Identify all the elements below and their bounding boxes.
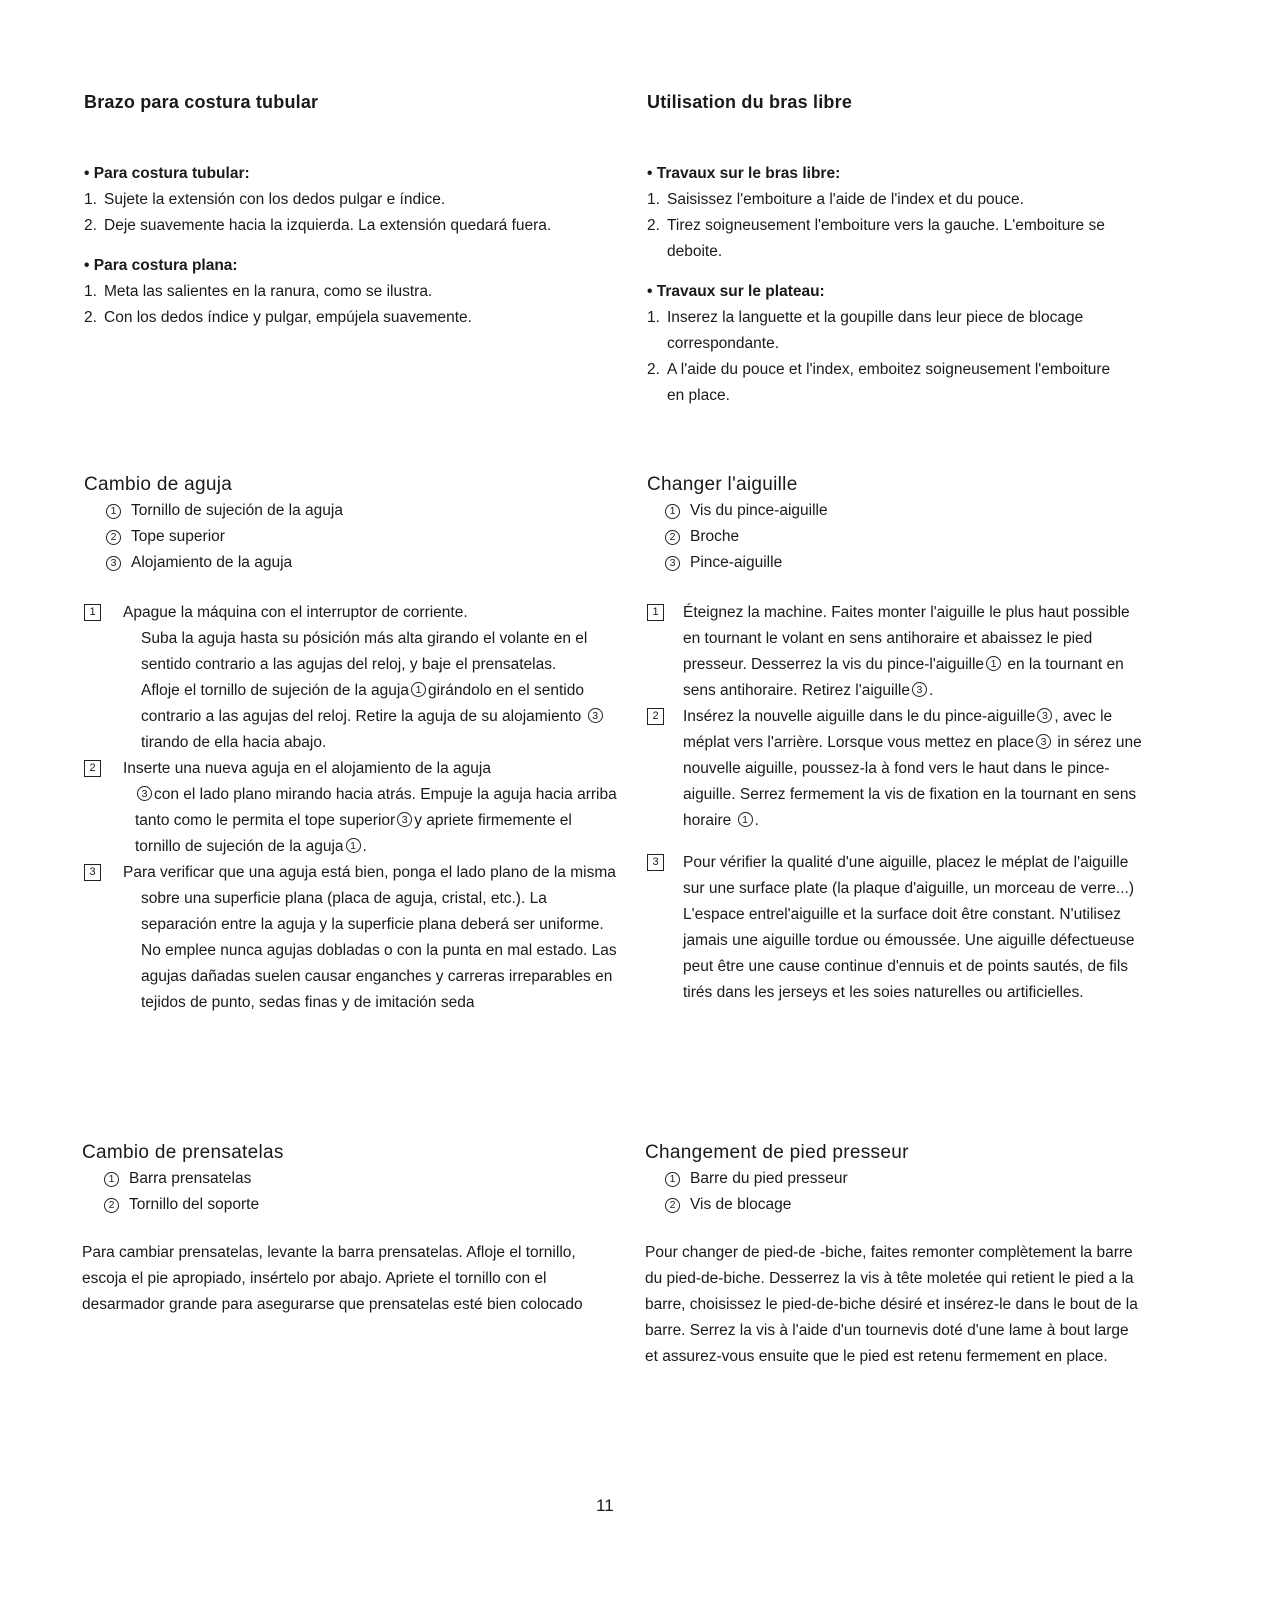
fr-free-arm-title: Utilisation du bras libre	[647, 92, 853, 112]
circled-number-icon: 3	[397, 812, 412, 827]
fr-tubular-steps	[647, 187, 1117, 265]
es-foot-title: Cambio de prensatelas	[82, 1142, 284, 1163]
circled-number-icon: 1	[738, 812, 753, 827]
fr-foot-title: Changement de pied presseur	[645, 1142, 909, 1163]
list-item: 1 Tornillo de sujeción de la aguja	[106, 498, 619, 524]
list-item: 2 Tornillo del soporte	[104, 1192, 617, 1218]
es-needle-step-1: 1 Apague la máquina con el interruptor de corriente. Suba la aguja hasta su pósición más alta girando el volante en el sentido contrario a las agujas del reloj, y baje el prensatelas. Afloje el tornillo de sujeción de la aguja 1 girándolo en el sentido contrario a las agujas del reloj. Retire la aguja de su alojamiento 3tirando de ella hacia abajo.	[84, 600, 619, 756]
circled-number-icon: 3	[1037, 708, 1052, 723]
list-item: 1. Sujete la extensión con los dedos pulgar e índice.	[84, 191, 446, 208]
es-foot-parts	[82, 1166, 617, 1218]
es-flat-heading: • Para costura plana:	[84, 257, 238, 274]
page-number: 11	[596, 1496, 614, 1515]
es-flat-steps	[84, 279, 554, 331]
list-item: 2 Broche	[665, 524, 1147, 550]
es-free-arm-title: Brazo para costura tubular	[84, 92, 319, 112]
list-item: 1. Inserez la languette et la goupille dans leur piece de blocage correspondante.	[647, 309, 1084, 352]
list-item: 2 Vis de blocage	[665, 1192, 1145, 1218]
circled-number-icon: 3	[665, 556, 680, 571]
list-item: 1 Barra prensatelas	[104, 1166, 617, 1192]
circled-number-icon: 1	[665, 1172, 680, 1187]
list-item: 2. Deje suavemente hacia la izquierda. La extensión quedará fuera.	[84, 217, 552, 234]
fr-needle-step-1: 1 Éteignez la machine. Faites monter l'aiguille le plus haut possible en tournant le volant en sens antihoraire et abaissez le pied presseur. Desserrez la vis du pince-l'aiguille 1 en la tournant en sens antihoraire. Retirez l'aiguille 3 .	[647, 600, 1147, 704]
es-needle-parts	[84, 498, 619, 576]
list-item: 1. Saisissez l'emboiture a l'aide de l'index et du pouce.	[647, 191, 1024, 208]
step-number-icon: 2	[84, 760, 101, 777]
list-item: 1 Vis du pince-aiguille	[665, 498, 1147, 524]
list-item: 2 Tope superior	[106, 524, 619, 550]
circled-number-icon: 3	[912, 682, 927, 697]
circled-number-icon: 1	[411, 682, 426, 697]
fr-needle-step-3: 3 Pour vérifier la qualité d'une aiguille, placez le méplat de l'aiguille sur une surface plate (la plaque d'aiguille, un morceau de verre...) L'espace entrel'aiguille et la surface doit être constant. N'utilisez jamais une aiguille tordue ou émoussée. Une aiguille défectueuse peut être une cause continue d'ennuis et de points sautés, de fils tirés dans les jerseys et les soies naturelles ou artificielles.	[647, 850, 1147, 1006]
list-item: 2. A l'aide du pouce et l'index, emboitez soigneusement l'emboiture en place.	[647, 361, 1111, 404]
circled-number-icon: 3	[1036, 734, 1051, 749]
fr-needle-section	[647, 474, 1147, 1006]
circled-number-icon: 1	[104, 1172, 119, 1187]
es-needle-step-2: 2 Inserte una nueva aguja en el alojamiento de la aguja 3 con el lado plano mirando hacia atrás. Empuje la aguja hacia arriba tanto como le permita el tope superior 3 y apriete firmemente el tornillo de sujeción de la aguja 1 .	[84, 756, 619, 860]
fr-needle-parts	[647, 498, 1147, 576]
fr-flat-heading: • Travaux sur le plateau:	[647, 283, 825, 300]
list-item: 1. Meta las salientes en la ranura, como se ilustra.	[84, 283, 433, 300]
circled-number-icon: 1	[346, 838, 361, 853]
circled-number-icon: 1	[986, 656, 1001, 671]
es-foot-section	[82, 1142, 617, 1318]
circled-number-icon: 3	[106, 556, 121, 571]
circled-number-icon: 3	[137, 786, 152, 801]
fr-needle-title: Changer l'aiguille	[647, 474, 798, 495]
list-item: 1 Barre du pied presseur	[665, 1166, 1145, 1192]
es-foot-text: Para cambiar prensatelas, levante la barra prensatelas. Afloje el tornillo, escoja el pie apropiado, insértelo por abajo. Apriete el tornillo con el desarmador grande para asegurarse que prensatelas esté bien colocado	[82, 1244, 583, 1313]
es-free-arm-section	[84, 92, 554, 331]
list-item: 3 Pince-aiguille	[665, 550, 1147, 576]
fr-needle-step-2: 2 Insérez la nouvelle aiguille dans le du pince-aiguille 3 , avec le méplat vers l'arrière. Lorsque vous mettez en place 3 in sérez une nouvelle aiguille, poussez-la à fond vers le haut dans le pince-aiguille. Serrez fermement la vis de fixation en la tournant en sens horaire 1 .	[647, 704, 1147, 834]
step-number-icon: 3	[647, 854, 664, 871]
circled-number-icon: 2	[665, 1198, 680, 1213]
step-number-icon: 3	[84, 864, 101, 881]
fr-free-arm-section	[647, 92, 1117, 409]
circled-number-icon: 2	[665, 530, 680, 545]
list-item: 2. Con los dedos índice y pulgar, empújela suavemente.	[84, 309, 472, 326]
fr-tubular-heading: • Travaux sur le bras libre:	[647, 165, 841, 182]
list-item: 3 Alojamiento de la aguja	[106, 550, 619, 576]
step-number-icon: 1	[84, 604, 101, 621]
step-number-icon: 1	[647, 604, 664, 621]
circled-number-icon: 3	[588, 708, 603, 723]
circled-number-icon: 1	[106, 504, 121, 519]
es-needle-section	[84, 474, 619, 1016]
fr-foot-section	[645, 1142, 1145, 1370]
list-item: 2. Tirez soigneusement l'emboiture vers la gauche. L'emboiture se deboite.	[647, 217, 1105, 260]
fr-foot-text: Pour changer de pied-de -biche, faites remonter complètement la barre du pied-de-biche. Desserrez la vis à tête moletée qui retient le pied a la barre, choisissez le pied-de-biche désiré et insérez-le dans le bout de la barre. Serrez la vis à l'aide d'un tournevis doté d'une lame à bout large et assurez-vous ensuite que le pied est retenu fermement en place.	[645, 1244, 1138, 1365]
fr-flat-steps	[647, 305, 1117, 409]
es-needle-title: Cambio de aguja	[84, 474, 233, 495]
fr-foot-parts	[645, 1166, 1145, 1218]
es-tubular-heading: • Para costura tubular:	[84, 165, 250, 182]
circled-number-icon: 2	[106, 530, 121, 545]
circled-number-icon: 1	[665, 504, 680, 519]
circled-number-icon: 2	[104, 1198, 119, 1213]
es-tubular-steps	[84, 187, 554, 239]
step-number-icon: 2	[647, 708, 664, 725]
es-needle-step-3: 3 Para verificar que una aguja está bien, ponga el lado plano de la misma sobre una superficie plana (placa de aguja, cristal, etc.). La separación entre la aguja y la superficie plana deberá ser uniforme. No emplee nunca agujas dobladas o con la punta en mal estado. Las agujas dañadas suelen causar enganches y carreras irreparables en tejidos de punto, sedas finas y de imitación seda	[84, 860, 619, 1016]
